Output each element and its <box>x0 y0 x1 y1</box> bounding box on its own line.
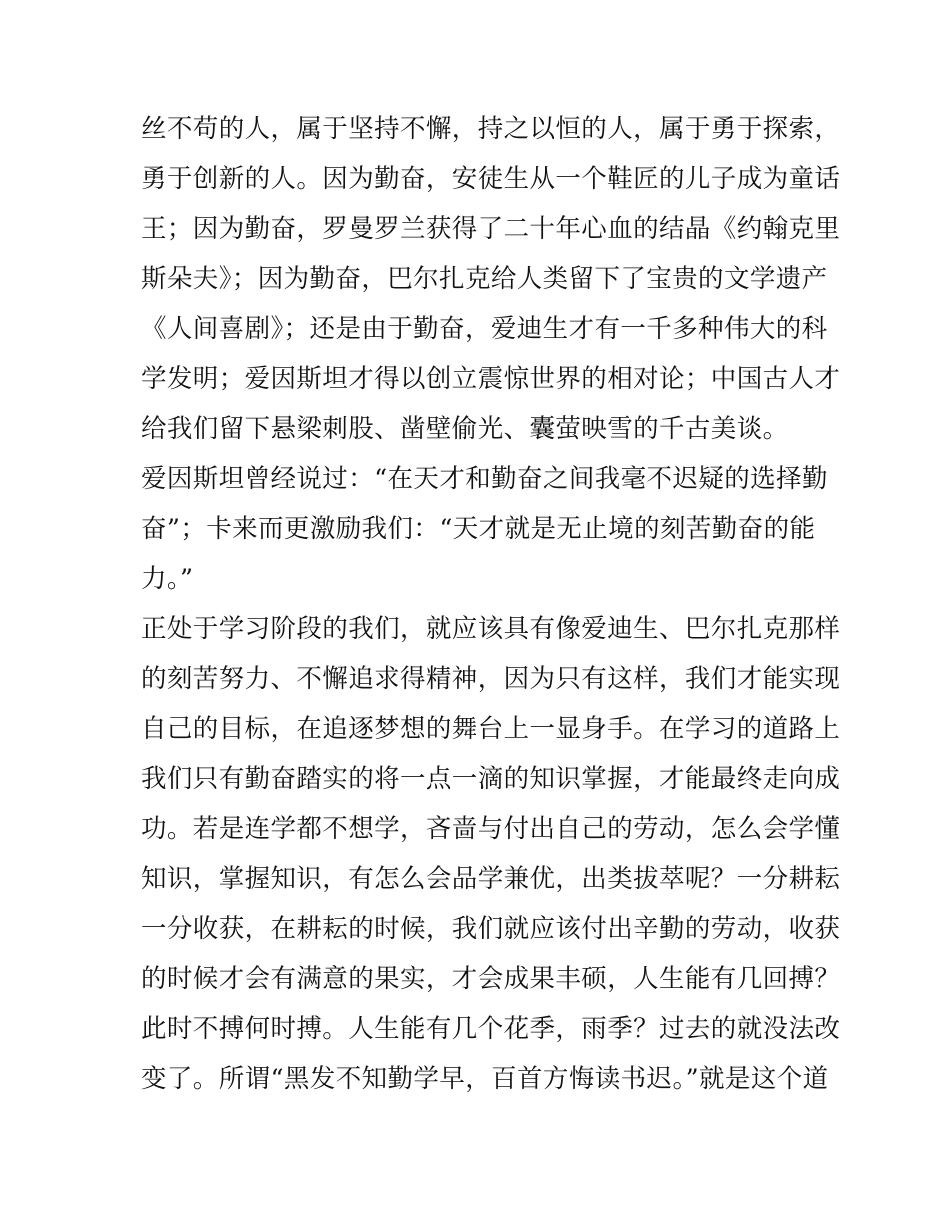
text-line: 功。若是连学都不想学，吝啬与付出自己的劳动，怎么会学懂 <box>141 814 841 844</box>
text-line: 爱因斯坦曾经说过：“在天才和勤奋之间我毫不迟疑的选择勤 <box>141 464 828 494</box>
text-line: 我们只有勤奋踏实的将一点一滴的知识掌握，才能最终走向成 <box>141 764 841 794</box>
text-line: 一分收获，在耕耘的时候，我们就应该付出辛勤的劳动，收获 <box>141 914 841 944</box>
text-line: 给我们留下悬梁刺股、凿壁偷光、囊萤映雪的千古美谈。 <box>141 414 789 444</box>
text-line: 丝不苟的人，属于坚持不懈，持之以恒的人，属于勇于探索， <box>141 114 841 144</box>
text-line: 斯朵夫》；因为勤奋，巴尔扎克给人类留下了宝贵的文学遗产 <box>141 264 828 294</box>
text-line: 奋”；卡来而更激励我们：“天才就是无止境的刻苦勤奋的能 <box>141 514 816 544</box>
text-line: 王；因为勤奋，罗曼罗兰获得了二十年心血的结晶《约翰克里 <box>141 214 841 244</box>
text-line: 自己的目标，在追逐梦想的舞台上一显身手。在学习的道路上 <box>141 714 841 744</box>
text-line: 学发明；爱因斯坦才得以创立震惊世界的相对论；中国古人才 <box>141 364 841 394</box>
text-line: 勇于创新的人。因为勤奋，安徒生从一个鞋匠的儿子成为童话 <box>141 164 841 194</box>
text-line: 的刻苦努力、不懈追求得精神，因为只有这样，我们才能实现 <box>141 664 841 694</box>
text-line: 变了。所谓“黑发不知勤学早，百首方悔读书迟。”就是这个道 <box>141 1064 829 1094</box>
text-line: 正处于学习阶段的我们，就应该具有像爱迪生、巴尔扎克那样 <box>141 614 841 644</box>
text-line: 此时不搏何时搏。人生能有几个花季，雨季？过去的就没法改 <box>141 1014 841 1044</box>
text-line: 《人间喜剧》；还是由于勤奋，爱迪生才有一千多种伟大的科 <box>141 314 828 344</box>
essay-body <box>141 104 841 1104</box>
text-line: 知识，掌握知识，有怎么会品学兼优，出类拔萃呢？一分耕耘 <box>141 864 841 894</box>
text-line: 的时候才会有满意的果实，才会成果丰硕，人生能有几回搏？ <box>141 964 841 994</box>
text-line: 力。” <box>141 564 194 594</box>
